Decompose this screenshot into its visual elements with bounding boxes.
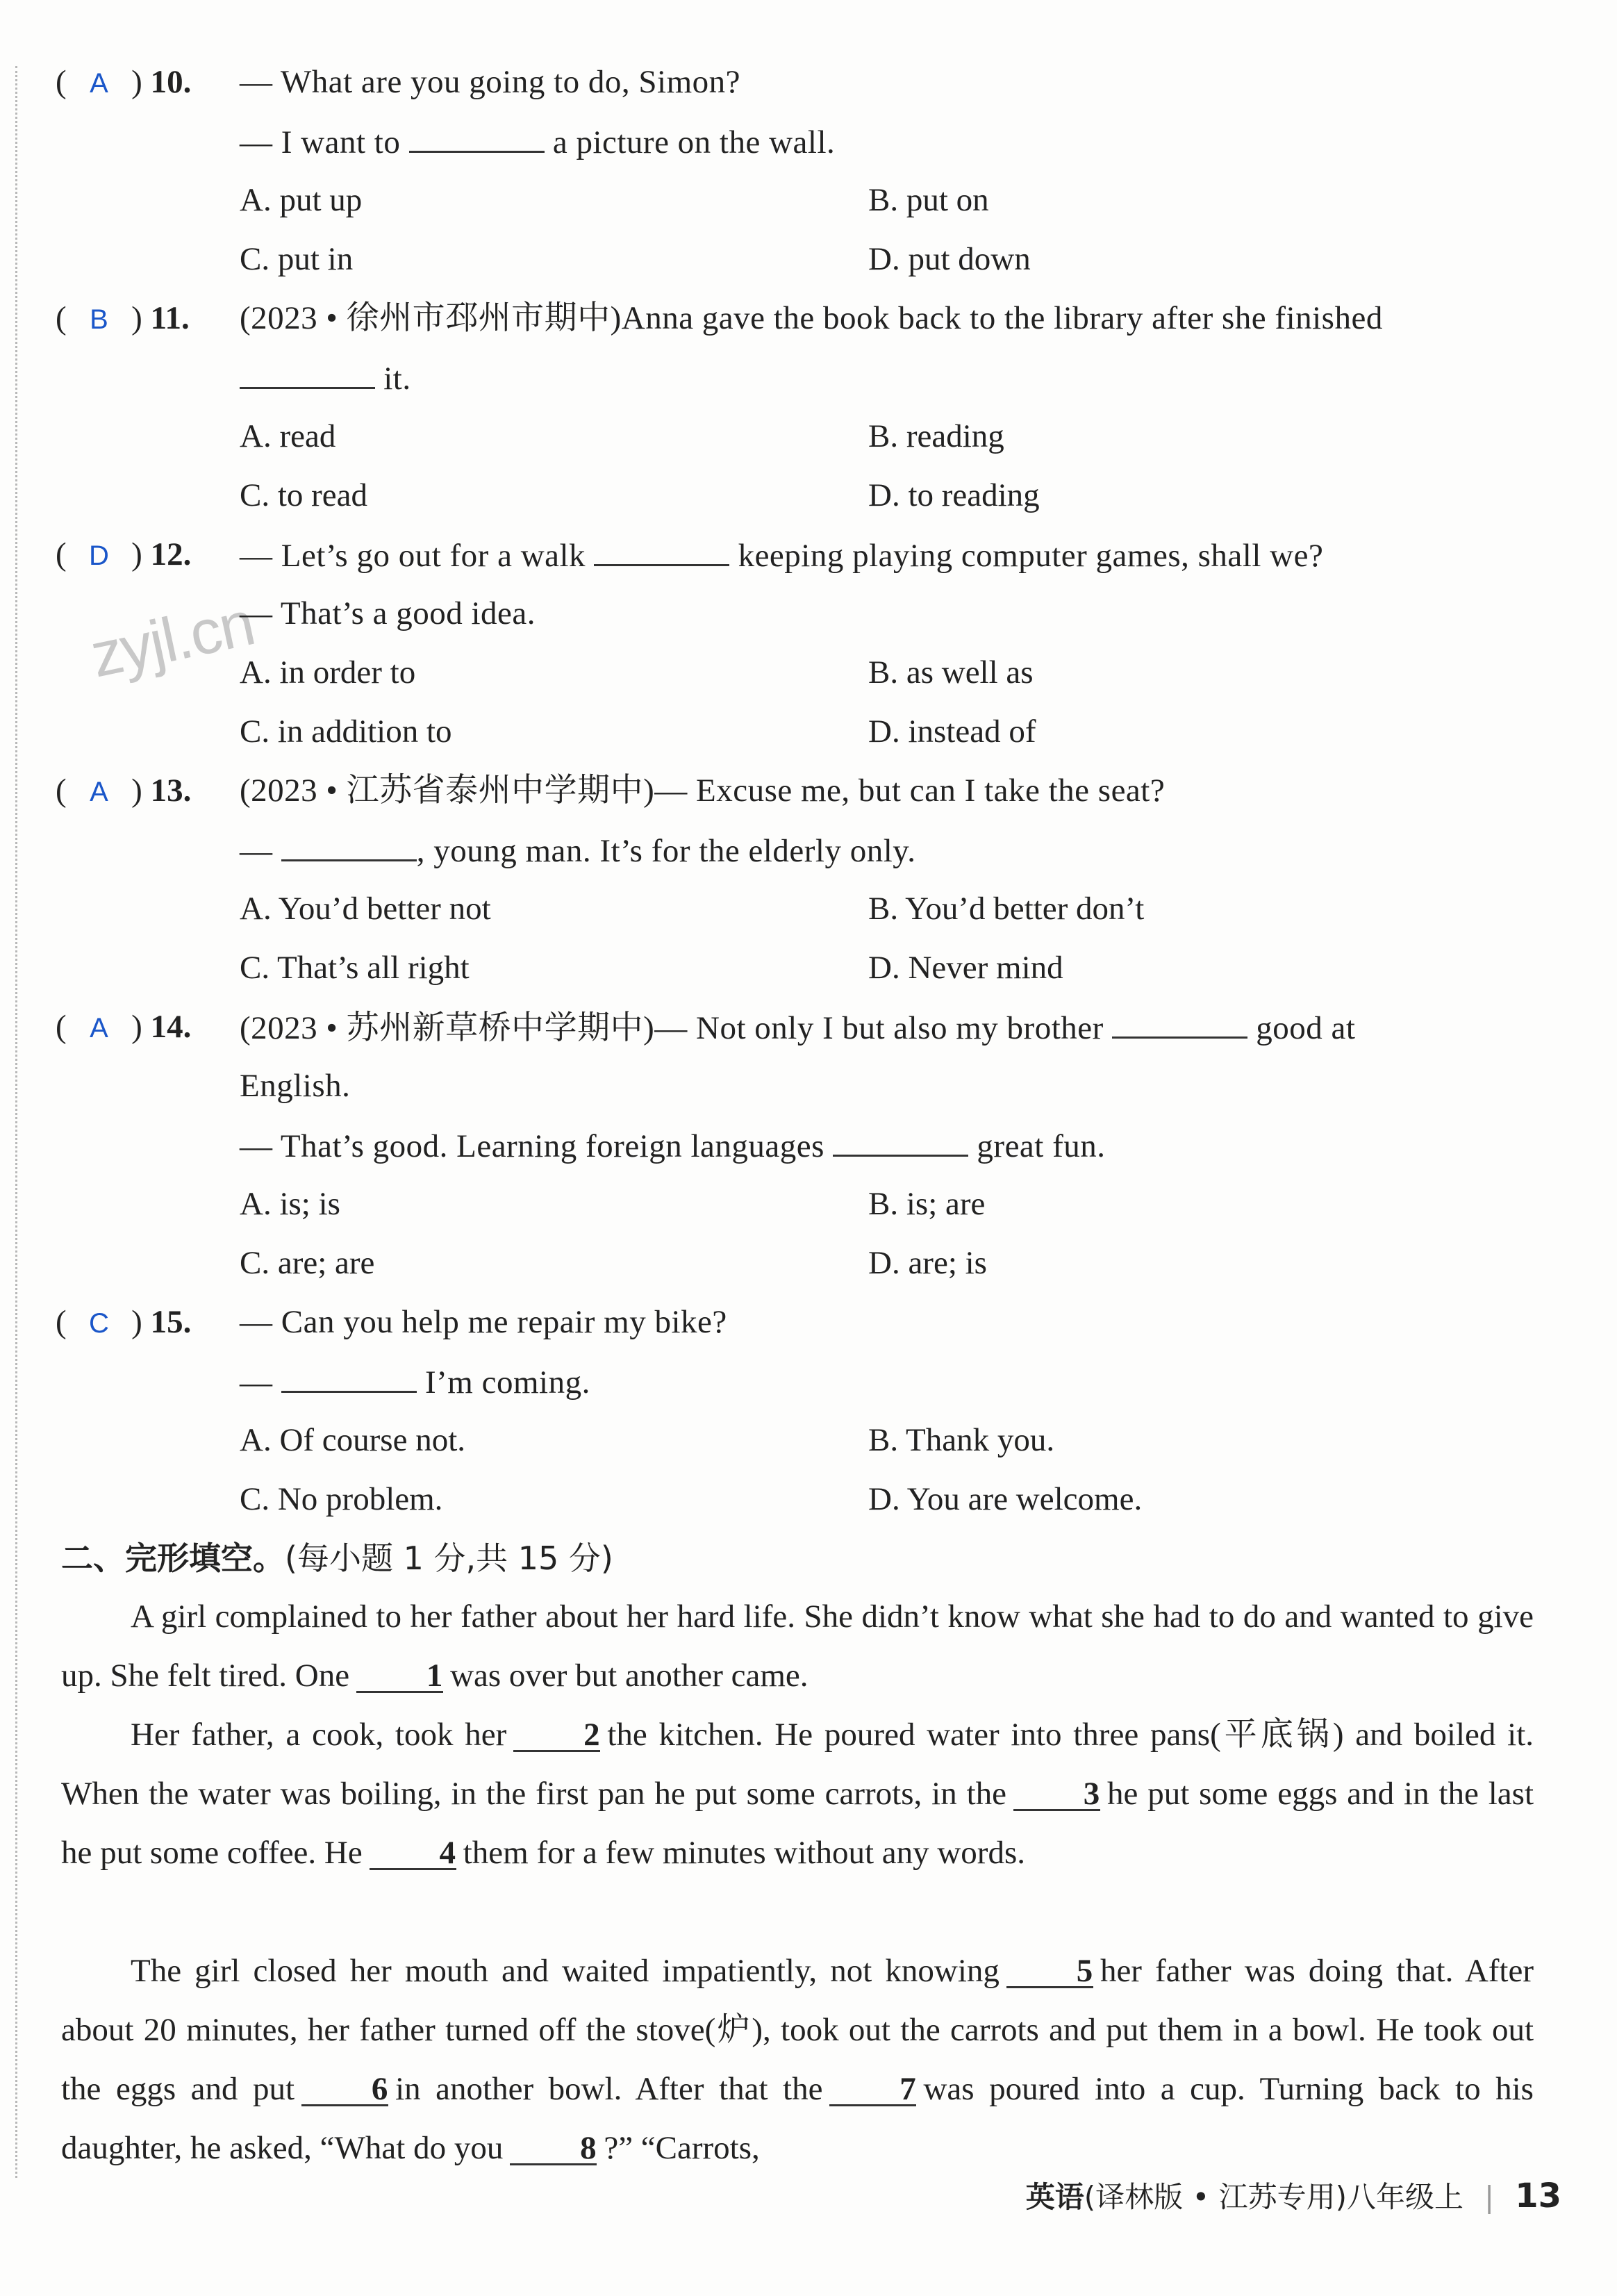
option-c: C. are; are bbox=[240, 1245, 375, 1281]
option-a: A. put up bbox=[240, 182, 363, 218]
option-a: A. is; is bbox=[240, 1186, 340, 1222]
question-stem: (2023 • 徐州市邳州市期中)Anna gave the book back to the library after she finished bbox=[240, 300, 1383, 336]
option-b: B. is; are bbox=[868, 1186, 986, 1222]
option-b: B. put on bbox=[868, 182, 989, 218]
option-b: B. You’d better don’t bbox=[868, 891, 1145, 927]
section-heading: 二、完形填空。(每小题 1 分,共 15 分) bbox=[61, 1539, 613, 1577]
option-a: A. read bbox=[240, 418, 336, 454]
option-d: D. to reading bbox=[868, 477, 1040, 513]
question-stem-line2: — I want to a picture on the wall. bbox=[240, 120, 835, 163]
question-stem-line2: — That’s a good idea. bbox=[240, 595, 536, 631]
question-number: 12. bbox=[150, 536, 192, 572]
cloze-blank-4: 4 bbox=[370, 1837, 456, 1870]
answer-blank bbox=[409, 120, 545, 153]
question-stem-line2: it. bbox=[240, 356, 411, 399]
option-a: A. You’d better not bbox=[240, 891, 491, 927]
question-stem-line2: — I’m coming. bbox=[240, 1360, 590, 1403]
answer-blank bbox=[281, 1360, 417, 1393]
answer-blank bbox=[833, 1124, 968, 1157]
question-number: 15. bbox=[150, 1304, 192, 1340]
question-stem: — What are you going to do, Simon? bbox=[240, 64, 741, 100]
question-stem-line2: English. bbox=[240, 1068, 351, 1104]
option-b: B. as well as bbox=[868, 654, 1034, 691]
cloze-blank-3: 3 bbox=[1013, 1778, 1100, 1811]
question-stem-line2: — , young man. It’s for the elderly only. bbox=[240, 829, 915, 872]
cloze-blank-7: 7 bbox=[829, 2074, 916, 2106]
answer-letter: B bbox=[90, 304, 108, 335]
question-stem: (2023 • 江苏省泰州中学期中)— Excuse me, but can I take the seat? bbox=[240, 773, 1166, 809]
watermark: zyjl.cn bbox=[85, 588, 260, 691]
cloze-blank-1: 1 bbox=[356, 1660, 443, 1693]
option-a: A. in order to bbox=[240, 654, 416, 691]
option-b: B. Thank you. bbox=[868, 1422, 1055, 1458]
answer-slot: ( D ) 12. bbox=[56, 534, 191, 577]
answer-letter: A bbox=[90, 1013, 108, 1043]
cloze-blank-5: 5 bbox=[1006, 1956, 1093, 1988]
answer-blank bbox=[281, 829, 417, 861]
margin-dotted-line bbox=[15, 66, 17, 2178]
answer-letter: A bbox=[90, 68, 108, 99]
question-number: 11. bbox=[150, 300, 190, 336]
question-stem: (2023 • 苏州新草桥中学期中)— Not only I but also my brother good at bbox=[240, 1006, 1355, 1049]
answer-letter: A bbox=[90, 777, 108, 807]
page-number: 13 bbox=[1515, 2177, 1561, 2215]
option-c: C. to read bbox=[240, 477, 368, 513]
question-stem: — Let’s go out for a walk keeping playing computer games, shall we? bbox=[240, 534, 1323, 577]
option-d: D. Never mind bbox=[868, 950, 1063, 986]
option-b: B. reading bbox=[868, 418, 1004, 454]
answer-slot: ( A ) 13. bbox=[56, 770, 191, 813]
passage-paragraph-3: The girl closed her mouth and waited impatiently, not knowing 5 her father was doing that. After about 20 minutes, her father turned off the stove(炉), took out the carrots and put them in a bowl. He took out the eggs and put 6 in another bowl. After that the 7 was poured into a cup. Turning back to his daughter, he asked, “What do you 8 ?” “Carrots, bbox=[61, 1953, 1534, 2166]
answer-blank bbox=[240, 356, 375, 389]
cloze-blank-2: 2 bbox=[513, 1719, 600, 1752]
answer-blank bbox=[1112, 1006, 1247, 1039]
option-c: C. in addition to bbox=[240, 713, 452, 750]
option-a: A. Of course not. bbox=[240, 1422, 466, 1458]
answer-slot: ( A ) 10. bbox=[56, 61, 191, 104]
question-stem-line3: — That’s good. Learning foreign languages great fun. bbox=[240, 1124, 1106, 1167]
option-d: D. instead of bbox=[868, 713, 1036, 750]
answer-slot: ( C ) 15. bbox=[56, 1301, 191, 1344]
question-number: 14. bbox=[150, 1009, 192, 1045]
question-number: 10. bbox=[150, 64, 192, 100]
option-d: D. put down bbox=[868, 241, 1031, 277]
passage-paragraph-1: A girl complained to her father about her hard life. She didn’t know what she had to do and wanted to give up. She felt tired. One 1 was over but another came. bbox=[61, 1599, 1534, 1694]
cloze-blank-8: 8 bbox=[510, 2133, 597, 2165]
cloze-blank-6: 6 bbox=[301, 2074, 388, 2106]
option-c: C. No problem. bbox=[240, 1481, 443, 1517]
footer-edition: (译林版 • 江苏专用)八年级上 bbox=[1084, 2180, 1464, 2214]
page-footer bbox=[1026, 2174, 1561, 2216]
answer-letter: D bbox=[88, 540, 109, 571]
answer-slot: ( B ) 11. bbox=[56, 297, 190, 340]
question-stem: — Can you help me repair my bike? bbox=[240, 1304, 727, 1340]
passage-paragraph-2: Her father, a cook, took her 2 the kitchen. He poured water into three pans(平底锅) and boiled it. When the water was boiling, in the first pan he put some carrots, in the 3 he put some eggs and in the last he put some coffee. He 4 them for a few minutes without any words. bbox=[61, 1717, 1534, 1871]
footer-separator: | bbox=[1484, 2180, 1495, 2214]
question-number: 13. bbox=[150, 773, 192, 809]
option-c: C. put in bbox=[240, 241, 354, 277]
option-d: D. You are welcome. bbox=[868, 1481, 1143, 1517]
footer-subject: 英语 bbox=[1025, 2180, 1084, 2214]
answer-blank bbox=[594, 534, 729, 566]
answer-slot: ( A ) 14. bbox=[56, 1006, 191, 1049]
option-d: D. are; is bbox=[868, 1245, 987, 1281]
answer-letter: C bbox=[88, 1308, 109, 1339]
option-c: C. That’s all right bbox=[240, 950, 470, 986]
